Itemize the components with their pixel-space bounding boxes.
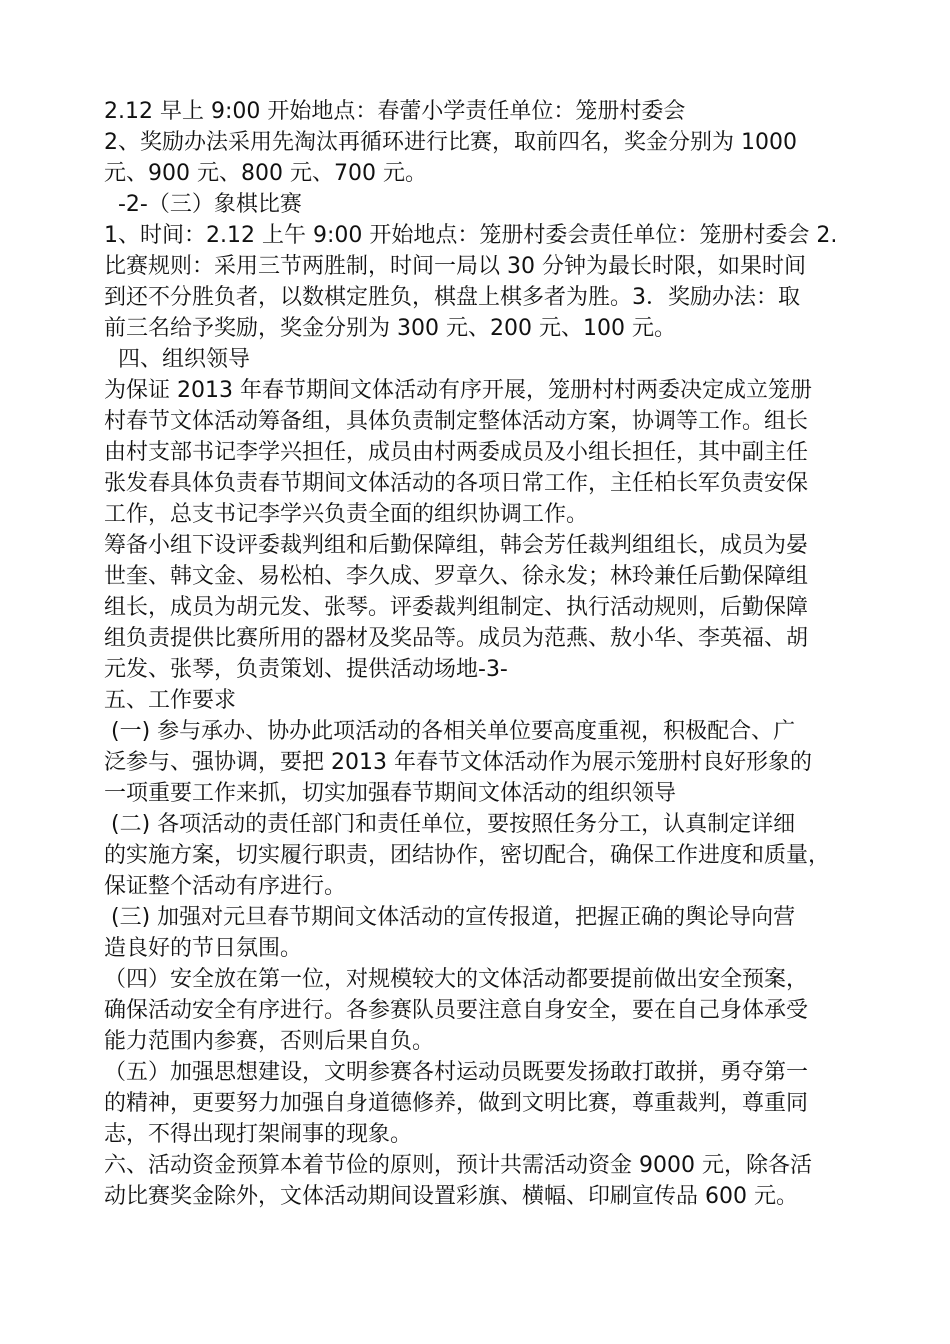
text-line: 到还不分胜负者，以数棋定胜负，棋盘上棋多者为胜。3．奖励办法：取 (104, 285, 800, 310)
text-line: (二) 各项活动的责任部门和责任单位，要按照任务分工，认真制定详细 (104, 812, 796, 837)
text-line: 一项重要工作来抓，切实加强春节期间文体活动的组织领导 (104, 781, 677, 806)
text-line: 村春节文体活动筹备组，具体负责制定整体活动方案，协调等工作。组长 (104, 409, 809, 434)
text-line: 1、时间：2.12 上午 9:00 开始地点：笼册村委会责任单位：笼册村委会 2. (104, 223, 838, 248)
text-line: 造良好的节日氛围。 (104, 936, 303, 961)
text-line: （四）安全放在第一位，对规模较大的文体活动都要提前做出安全预案， (104, 967, 809, 992)
text-line: 2、奖励办法采用先淘汰再循环进行比赛，取前四名，奖金分别为 1000 (104, 130, 797, 155)
text-line: 能力范围内参赛，否则后果自负。 (104, 1029, 435, 1054)
text-line: 工作，总支书记李学兴负责全面的组织协调工作。 (104, 502, 589, 527)
text-line: 元、900 元、800 元、700 元。 (104, 161, 427, 186)
text-line: 由村支部书记李学兴担任，成员由村两委成员及小组长担任，其中副主任 (104, 440, 809, 465)
text-line: 张发春具体负责春节期间文体活动的各项日常工作，主任柏长军负责安保 (104, 471, 809, 496)
text-line: 确保活动安全有序进行。各参赛队员要注意自身安全，要在自己身体承受 (104, 998, 809, 1023)
text-line: 六、活动资金预算本着节俭的原则，预计共需活动资金 9000 元，除各活 (104, 1153, 812, 1178)
text-line: 为保证 2013 年春节期间文体活动有序开展，笼册村村两委决定成立笼册 (104, 378, 812, 403)
text-line: (三) 加强对元旦春节期间文体活动的宣传报道，把握正确的舆论导向营 (104, 905, 796, 930)
text-line: 前三名给予奖励，奖金分别为 300 元、200 元、100 元。 (104, 316, 676, 341)
document-body (104, 96, 874, 1212)
text-line: 比赛规则：采用三节两胜制，时间一局以 30 分钟为最长时限，如果时间 (104, 254, 806, 279)
text-line: 的实施方案，切实履行职责，团结协作，密切配合，确保工作进度和质量， (104, 843, 831, 868)
section-heading: -2-（三）象棋比赛 (104, 192, 302, 217)
text-line: 世奎、韩文金、易松柏、李久成、罗章久、徐永发；林玲兼任后勤保障组 (104, 564, 809, 589)
text-line: 组长，成员为胡元发、张琴。评委裁判组制定、执行活动规则，后勤保障 (104, 595, 809, 620)
text-line: 筹备小组下设评委裁判组和后勤保障组，韩会芳任裁判组组长，成员为晏 (104, 533, 809, 558)
text-line: 志，不得出现打架闹事的现象。 (104, 1122, 413, 1147)
section-heading: 四、组织领导 (104, 347, 250, 372)
text-line: 2.12 早上 9:00 开始地点：春蕾小学责任单位：笼册村委会 (104, 99, 686, 124)
text-line: 泛参与、强协调，要把 2013 年春节文体活动作为展示笼册村良好形象的 (104, 750, 812, 775)
text-line: 保证整个活动有序进行。 (104, 874, 347, 899)
text-line: 元发、张琴，负责策划、提供活动场地-3- (104, 657, 508, 682)
text-line: 动比赛奖金除外，文体活动期间设置彩旗、横幅、印刷宣传品 600 元。 (104, 1184, 798, 1209)
section-heading: 五、工作要求 (104, 688, 237, 713)
text-line: 组负责提供比赛所用的器材及奖品等。成员为范燕、敖小华、李英福、胡 (104, 626, 809, 651)
text-line: （五）加强思想建设，文明参赛各村运动员既要发扬敢打敢拼，勇夺第一 (104, 1060, 809, 1085)
text-line: 的精神，更要努力加强自身道德修养，做到文明比赛，尊重裁判，尊重同 (104, 1091, 809, 1116)
text-line: (一) 参与承办、协办此项活动的各相关单位要高度重视，积极配合、广 (104, 719, 796, 744)
